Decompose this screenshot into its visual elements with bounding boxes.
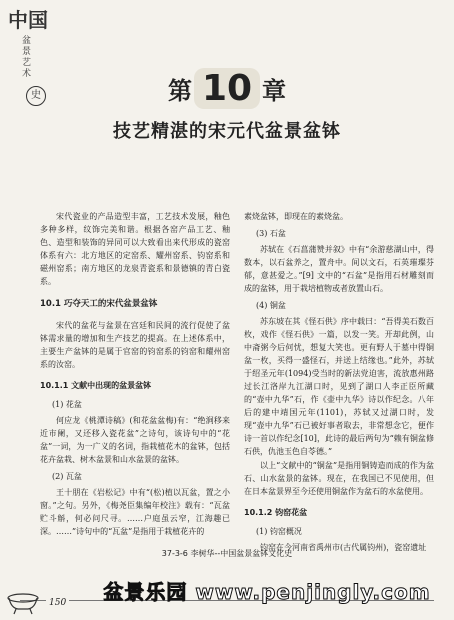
item-paragraph: 苏东坡在其《怪石供》序中载曰：“吾得美石数百枚，戏作《怪石供》一篇，以发一笑。开却此例，山中斋粥今后何忧，想复大笑也。更有野人于墓中得铜盆一枚，买得一盛怪石，并送上结缘也。”此外，苏轼于绍圣元年(1094)受当时的新法党迫害，流放惠州路过长江洛岸九江湖口时，见到了湖口人李正臣所藏的“壶中九华”石，作《壶中九华》诗以作纪念。八年后的建中靖国元年(1101)，苏轼又过湖口时，发现“壶中九华”石已被好事者取去，非常想念它，便作诗一首以作纪念[10]，此诗的最后两句为“赖有铜盆修石供，仇池玉色自苓德。”: [244, 317, 434, 456]
series-mark-title: 中国: [8, 8, 48, 32]
intro-paragraph: 宋代瓷业的产品造型丰富，工艺技术发展，釉色多种多样，纹饰完美和谐。根据各窑产品工艺、釉色、造型和装饰的异同可以大致看出来代形成的瓷窑体系有六：北方地区的定窑系、耀州窑系、钧窑系和磁州窑系；南方地区的龙泉青瓷系和景德镇的青白瓷系。: [40, 212, 230, 286]
chapter-number-value: 10: [194, 68, 260, 109]
subsection-heading: 10.1.2 钧窑花盆: [244, 508, 308, 517]
item-heading: (3) 石盆: [256, 229, 286, 238]
continued-paragraph: 素烧盆钵，即现在的素烧盆。: [244, 212, 348, 221]
section-heading: 10.1 巧夺天工的宋代盆景盆钵: [40, 299, 158, 309]
item-heading: (1) 花盆: [52, 400, 82, 409]
left-column: [40, 210, 230, 539]
chapter-title: 技艺精湛的宋元代盆景盆钵: [113, 121, 341, 142]
item-heading: (2) 瓦盆: [52, 472, 82, 481]
item-heading: (4) 铜盆: [256, 301, 286, 310]
chapter-suffix: 章: [262, 76, 287, 105]
item-paragraph: 苏轼在《石菖蒲赞并叙》中有“余游慈湖山中，得数本，以石盆养之，置舟中。间以文石，石英璀璨芬郁，意甚爱之。”[9] 文中的“石盆”是指用石材雕刻而成的盆钵，用于栽培植物或者放置山石。: [244, 245, 434, 293]
chapter-number: [0, 68, 454, 109]
bonsai-pot-icon: [6, 590, 40, 616]
right-column: [244, 210, 434, 555]
chapter-prefix: 第: [167, 76, 192, 105]
item-heading: (1) 钧窑概况: [256, 527, 302, 536]
subsection-heading: 10.1.1 文献中出现的盆景盆钵: [40, 381, 152, 390]
item-paragraph: 以上“文献中的“铜盆”是指用铜铸造而成的作为盆石、山水盆景的盆钵。现在，在我国已不见使用，但在日本盆景界至今还使用铜盆作为盆石的水盆使用。: [244, 461, 434, 496]
site-watermark: 盆景乐园 www.penjingly.com: [103, 580, 431, 604]
item-paragraph: 何应龙《桃潭诗稿》(和花盆盆梅)有：“绝涧移来近市阑，又还移入瓷花盆”之诗句，该诗句中的“花盆”一词，为一广义的名词，指栽植花木的盆钵，包括花卉盆栽、树木盆景和山水盆景的盆钵。: [40, 416, 230, 464]
item-paragraph: 王十朋在《岩松记》中有“(松)植以瓦盆，置之小窗。”之句。另外，《梅尧臣集编年校注》载有：“瓦盆贮斗斛，何必问尺寻。……户庭虽云窄，江海趣已深。……”诗句中的“瓦盆”是指用于栽植花卉的: [40, 488, 230, 536]
page-caption: 37-3-6 李树华--中国盆景盆钵文化史: [161, 549, 293, 558]
item-paragraph: 钧窑在今河南省禹州市(古代属钧州)，瓷窑遗址: [260, 543, 427, 552]
section-paragraph: 宋代的盆花与盆景在宫廷和民间的流行促使了盆钵需求量的增加和生产技艺的提高。在上述体系中，主要生产盆钵的是属于官窑的钧窑系的钧窑和耀州窑系的汝窑。: [40, 321, 230, 369]
series-mark-vertical-text: 盆景艺术: [21, 36, 32, 79]
page-number: 150: [46, 598, 69, 608]
series-logo-icon: 史: [26, 86, 46, 106]
